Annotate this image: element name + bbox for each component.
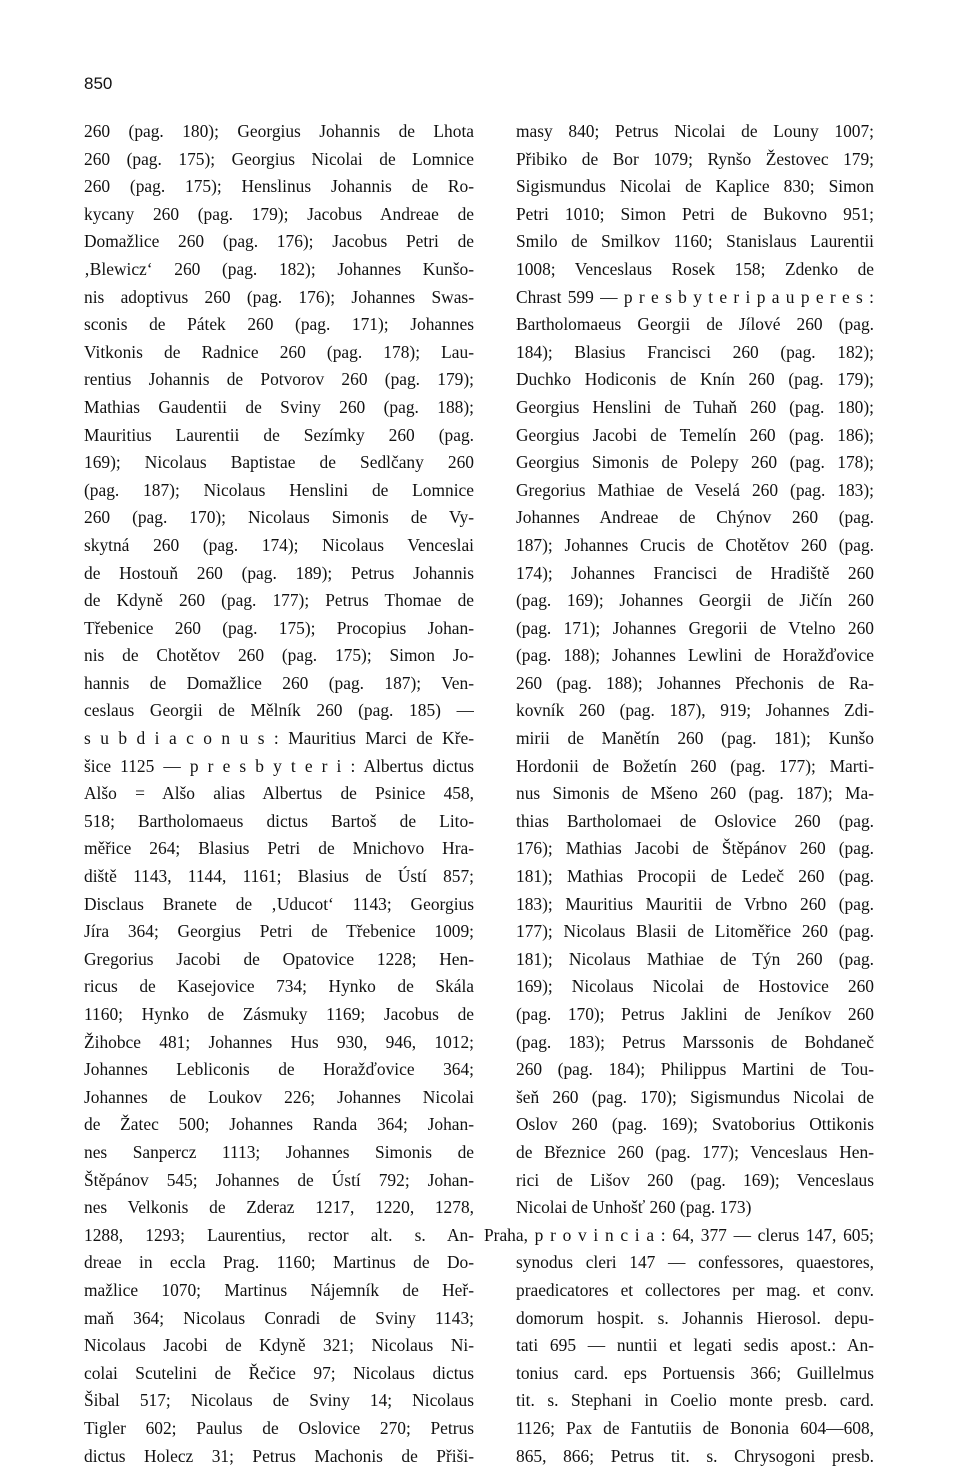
text-line: Gregorius Jacobi de Opatovice 1228; Hen- [84,946,474,974]
text-line: dictus Holecz 31; Petrus Machonis de Přiši- [84,1443,474,1470]
text-line: Alšo = Alšo alias Albertus de Psinice 458, [84,780,474,808]
text-line: Šibal 517; Nicolaus de Sviny 14; Nicolaus [84,1387,474,1415]
text-line: Nicolaus Jacobi de Kdyně 321; Nicolaus Ni- [84,1332,474,1360]
text-line: 183); Mauritius Mauritii de Vrbno 260 (pag. [484,891,874,919]
text-line: Vitkonis de Radnice 260 (pag. 178); Lau- [84,339,474,367]
left-column [84,118,474,1470]
text-line: hannis de Domažlice 260 (pag. 187); Ven- [84,670,474,698]
text-line: 177); Nicolaus Blasii de Litoměřice 260 (pag. [484,918,874,946]
text-line: Georgius Henslini de Tuhaň 260 (pag. 180); [484,394,874,422]
text-line: 260 (pag. 175); Georgius Nicolai de Lomnice [84,146,474,174]
text-line: Johannes de Loukov 226; Johannes Nicolai [84,1084,474,1112]
text-line: (pag. 183); Petrus Marssonis de Bohdaneč [484,1029,874,1057]
text-line: Oslov 260 (pag. 169); Svatoborius Ottikonis [484,1111,874,1139]
text-line: 181); Nicolaus Mathiae de Týn 260 (pag. [484,946,874,974]
text-line: Mathias Gaudentii de Sviny 260 (pag. 188); [84,394,474,422]
text-line: 260 (pag. 184); Philippus Martini de Tou- [484,1056,874,1084]
page-number: 850 [84,74,112,94]
text-line: (pag. 170); Petrus Jaklini de Jeníkov 260 [484,1001,874,1029]
text-line: nis de Chotětov 260 (pag. 175); Simon Jo- [84,642,474,670]
text-line: Jíra 364; Georgius Petri de Třebenice 1009; [84,918,474,946]
text-line: Sigismundus Nicolai de Kaplice 830; Simon [484,173,874,201]
text-line: 184); Blasius Francisci 260 (pag. 182); [484,339,874,367]
text-line: 1160; Hynko de Zásmuky 1169; Jacobus de [84,1001,474,1029]
text-line: šeň 260 (pag. 170); Sigismundus Nicolai de [484,1084,874,1112]
text-line: Tigler 602; Paulus de Oslovice 270; Petrus [84,1415,474,1443]
text-line: skytná 260 (pag. 174); Nicolaus Venceslai [84,532,474,560]
text-line: colai Scutelini de Řečice 97; Nicolaus dictus [84,1360,474,1388]
text-line: mažlice 1070; Martinus Nájemník de Heř- [84,1277,474,1305]
text-line: synodus cleri 147 — confessores, quaestores, [484,1249,874,1277]
text-line: Petri 1010; Simon Petri de Bukovno 951; [484,201,874,229]
text-line: 260 (pag. 188); Johannes Přechonis de Ra- [484,670,874,698]
text-line: ricus de Kasejovice 734; Hynko de Skála [84,973,474,1001]
text-line: nes Velkonis de Zderaz 1217, 1220, 1278, [84,1194,474,1222]
right-column [484,118,874,1470]
text-line: Johannes Lebliconis de Horažďovice 364; [84,1056,474,1084]
text-line: 260 (pag. 180); Georgius Johannis de Lhota [84,118,474,146]
text-line: domorum hospit. s. Johannis Hierosol. depu- [484,1305,874,1333]
text-line: 1288, 1293; Laurentius, rector alt. s. An- [84,1222,474,1250]
text-line: (pag. 171); Johannes Gregorii de Vtelno 260 [484,615,874,643]
text-line: nes Sanpercz 1113; Johannes Simonis de [84,1139,474,1167]
text-line: Domažlice 260 (pag. 176); Jacobus Petri de [84,228,474,256]
text-line: Johannes Andreae de Chýnov 260 (pag. [484,504,874,532]
text-line: s u b d i a c o n u s : Mauritius Marci de Kře- [84,725,474,753]
text-line: Mauritius Laurentii de Sezímky 260 (pag. [84,422,474,450]
text-line: Duchko Hodiconis de Knín 260 (pag. 179); [484,366,874,394]
text-line: de Kdyně 260 (pag. 177); Petrus Thomae de [84,587,474,615]
text-line: Hordonii de Božetín 260 (pag. 177); Marti- [484,753,874,781]
text-line: 260 (pag. 170); Nicolaus Simonis de Vy- [84,504,474,532]
text-line: 176); Mathias Jacobi de Štěpánov 260 (pag. [484,835,874,863]
text-line: Žihobce 481; Johannes Hus 930, 946, 1012; [84,1029,474,1057]
text-line: rentius Johannis de Potvorov 260 (pag. 179); [84,366,474,394]
text-line: Gregorius Mathiae de Veselá 260 (pag. 183); [484,477,874,505]
text-line: Štěpánov 545; Johannes de Ústí 792; Johan- [84,1167,474,1195]
text-line: ‚Blewicz‘ 260 (pag. 182); Johannes Kunšo- [84,256,474,284]
text-line: Georgius Simonis de Polepy 260 (pag. 178); [484,449,874,477]
text-line: Přibiko de Bor 1079; Rynšo Žestovec 179; [484,146,874,174]
text-line: maň 364; Nicolaus Conradi de Sviny 1143; [84,1305,474,1333]
text-line: kycany 260 (pag. 179); Jacobus Andreae de [84,201,474,229]
text-line: Bartholomaeus Georgii de Jílové 260 (pag. [484,311,874,339]
text-line: 1008; Venceslaus Rosek 158; Zdenko de [484,256,874,284]
text-line: masy 840; Petrus Nicolai de Louny 1007; [484,118,874,146]
text-line: Georgius Jacobi de Temelín 260 (pag. 186); [484,422,874,450]
text-line: 174); Johannes Francisci de Hradiště 260 [484,560,874,588]
text-line: 181); Mathias Procopii de Ledeč 260 (pag. [484,863,874,891]
text-line: 518; Bartholomaeus dictus Bartoš de Lito- [84,808,474,836]
text-line: mirii de Manětín 260 (pag. 181); Kunšo [484,725,874,753]
text-line: sconis de Pátek 260 (pag. 171); Johannes [84,311,474,339]
text-line: de Březnice 260 (pag. 177); Venceslaus Hen- [484,1139,874,1167]
text-line: Disclaus Branete de ‚Uducot‘ 1143; Georgius [84,891,474,919]
text-line: kovník 260 (pag. 187), 919; Johannes Zdi- [484,697,874,725]
text-line: Nicolai de Unhošť 260 (pag. 173) [484,1194,874,1222]
text-line: Chrast 599 — p r e s b y t e r i p a u p e r e s : [484,284,874,312]
text-line: měřice 264; Blasius Petri de Mnichovo Hra- [84,835,474,863]
text-line: Třebenice 260 (pag. 175); Procopius Johan- [84,615,474,643]
text-line: 169); Nicolaus Nicolai de Hostovice 260 [484,973,874,1001]
text-line: Smilo de Smilkov 1160; Stanislaus Laurentii [484,228,874,256]
text-line: (pag. 188); Johannes Lewlini de Horažďovice [484,642,874,670]
text-line: tati 695 — nuntii et legati sedis apost.: An- [484,1332,874,1360]
text-line: (pag. 169); Johannes Georgii de Jičín 260 [484,587,874,615]
text-line: Praha, p r o v i n c i a : 64, 377 — clerus 147, 605; [484,1222,874,1250]
text-line: tonius card. eps Portuensis 366; Guillelmus [484,1360,874,1388]
text-line: nus Simonis de Mšeno 260 (pag. 187); Ma- [484,780,874,808]
text-line: 260 (pag. 175); Henslinus Johannis de Ro- [84,173,474,201]
text-line: de Žatec 500; Johannes Randa 364; Johan- [84,1111,474,1139]
text-line: dreae in eccla Prag. 1160; Martinus de Do- [84,1249,474,1277]
text-line: rici de Lišov 260 (pag. 169); Venceslaus [484,1167,874,1195]
text-line: (pag. 187); Nicolaus Henslini de Lomnice [84,477,474,505]
text-line: 169); Nicolaus Baptistae de Sedlčany 260 [84,449,474,477]
text-line: 1126; Pax de Fantutiis de Bononia 604—608, [484,1415,874,1443]
text-line: ceslaus Georgii de Mělník 260 (pag. 185) — [84,697,474,725]
text-line: de Hostouň 260 (pag. 189); Petrus Johannis [84,560,474,588]
text-line: 187); Johannes Crucis de Chotětov 260 (pag. [484,532,874,560]
text-line: 865, 866; Petrus tit. s. Chrysogoni presb. [484,1443,874,1470]
text-line: diště 1143, 1144, 1161; Blasius de Ústí 857; [84,863,474,891]
text-line: praedicatores et collectores per mag. et conv. [484,1277,874,1305]
text-line: šice 1125 — p r e s b y t e r i : Albertus dictus [84,753,474,781]
text-line: tit. s. Stephani in Coelio monte presb. card. [484,1387,874,1415]
text-line: nis adoptivus 260 (pag. 176); Johannes Swas- [84,284,474,312]
text-line: thias Bartholomaei de Oslovice 260 (pag. [484,808,874,836]
